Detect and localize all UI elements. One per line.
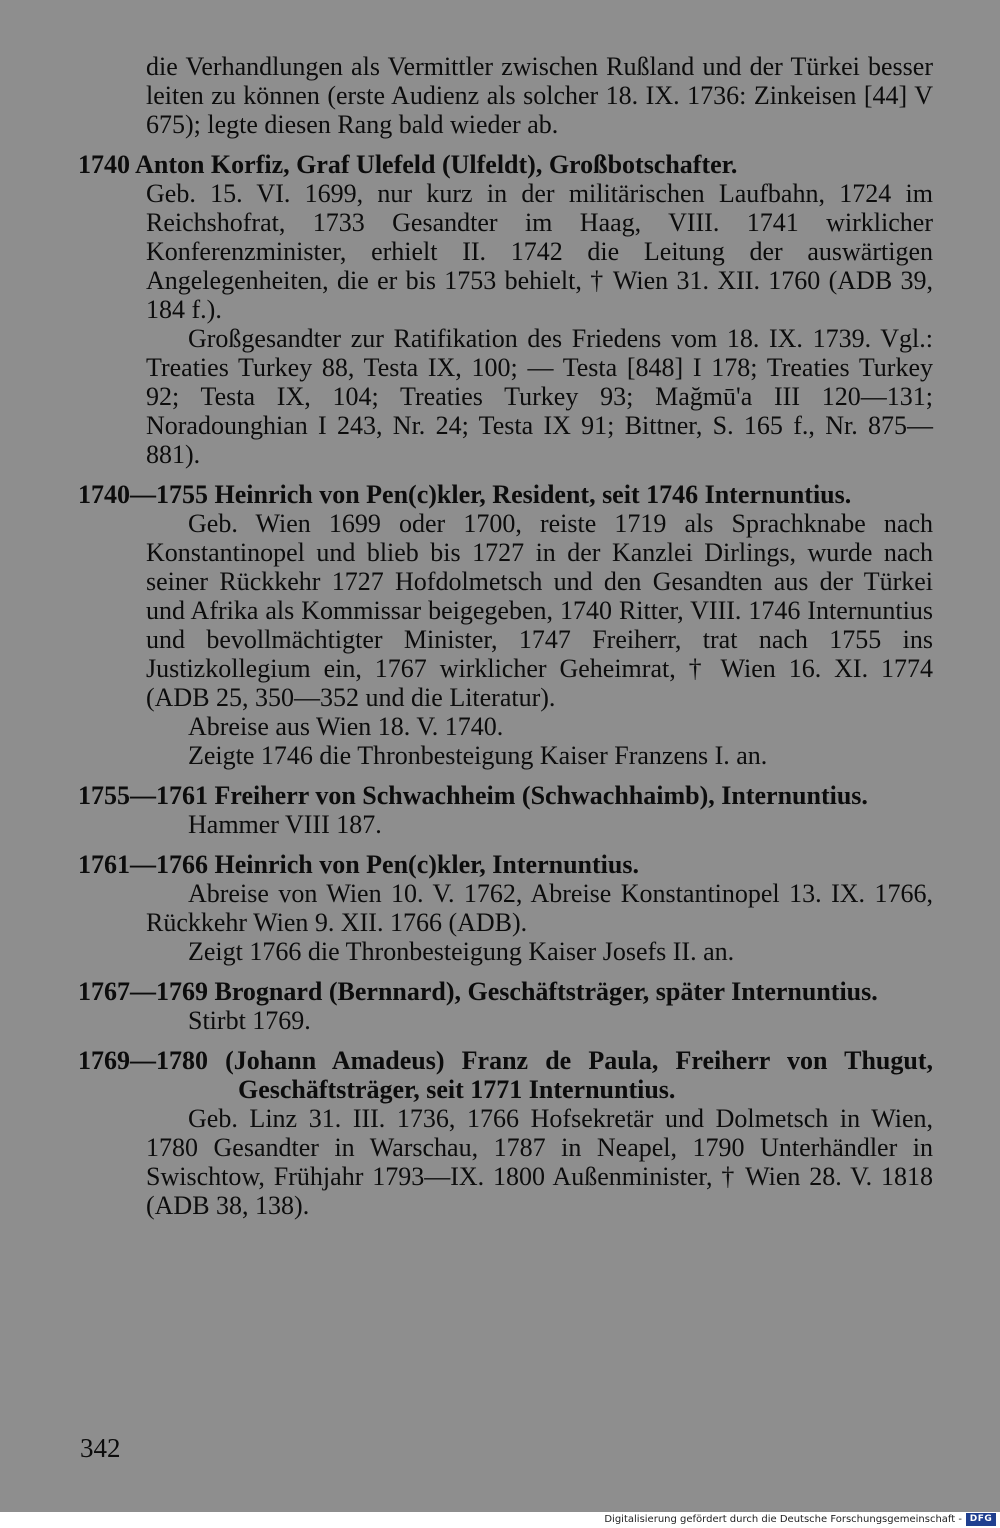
entry-years: 1740 (78, 150, 130, 179)
entry-paragraph: Stirbt 1769. (188, 1006, 311, 1035)
entry-paragraph: Hammer VIII 187. (188, 810, 382, 839)
entry-paragraph: Großgesandter zur Ratifikation des Friedens vom 18. IX. 1739. Vgl.: Treaties Turkey 88, Testa IX, 100; — Testa [848] I 178; Treaties Turkey 92; Testa IX, 104; Treaties Turkey 93; Mağmū'a III 120—131; Noradounghian I 243, Nr. 24; Testa IX 91; Bittner, S. 165 f., Nr. 875—881). (146, 324, 933, 469)
digitization-footer (0, 1512, 1000, 1528)
entry-heading (78, 1046, 933, 1104)
entry-title: Heinrich von Pen(c)kler, Internuntius. (214, 850, 639, 879)
entry-heading (78, 977, 933, 1006)
entry-title: Anton Korfiz, Graf Ulefeld (Ulfeldt), Großbotschafter. (135, 150, 738, 179)
entry-1740-1755 (78, 480, 933, 770)
entry-1761-1766 (78, 850, 933, 966)
entry-paragraph: Geb. Linz 31. III. 1736, 1766 Hofsekretär und Dolmetsch in Wien, 1780 Gesandter in Warschau, 1787 in Neapel, 1790 Unterhändler in Swischtow, Frühjahr 1793—IX. 1800 Außenminister, † Wien 28. V. 1818 (ADB 38, 138). (146, 1104, 933, 1220)
entry-title: (Johann Amadeus) Franz de Paula, Freiherr von Thugut, Geschäftsträger, seit 1771 Internuntius. (225, 1046, 934, 1104)
entry-1767-1769 (78, 977, 933, 1035)
entry-1740 (78, 150, 933, 469)
entry-years: 1740—1755 (78, 480, 208, 509)
entry-1755-1761 (78, 781, 933, 839)
entry-years: 1769—1780 (78, 1046, 208, 1075)
entry-paragraph: Abreise von Wien 10. V. 1762, Abreise Konstantinopel 13. IX. 1766, Rückkehr Wien 9. XII. 1766 (ADB). (146, 879, 933, 937)
entry-title: Brognard (Bernnard), Geschäftsträger, später Internuntius. (214, 977, 878, 1006)
entry-title: Heinrich von Pen(c)kler, Resident, seit 1746 Internuntius. (214, 480, 852, 509)
entry-1769-1780 (78, 1046, 933, 1220)
entry-years: 1767—1769 (78, 977, 208, 1006)
entry-paragraph: Geb. Wien 1699 oder 1700, reiste 1719 als Sprachknabe nach Konstantinopel und blieb bis 1727 in der Kanzlei Dirlings, wurde nach seiner Rückkehr 1727 Hofdolmetsch und den Gesandten aus der Türkei und Afrika als Kommissar beigegeben, 1740 Ritter, VIII. 1746 Internuntius und bevollmächtigter Minister, 1747 Freiherr, trat nach 1755 ins Justizkollegium ein, 1767 wirklicher Geheimrat, † Wien 16. XI. 1774 (ADB 25, 350—352 und die Literatur). (146, 509, 933, 712)
intro-paragraph: die Verhandlungen als Vermittler zwischen Rußland und der Türkei besser leiten zu können (erste Audienz als solcher 18. IX. 1736: Zinkeisen [44] V 675); legte diesen Rang bald wieder ab. (146, 52, 933, 139)
entry-years: 1761—1766 (78, 850, 208, 879)
page-body (78, 52, 933, 1220)
entry-heading (78, 150, 933, 179)
entry-title: Freiherr von Schwachheim (Schwachhaimb), Internuntius. (214, 781, 868, 810)
entry-paragraph: Zeigt 1766 die Thronbesteigung Kaiser Josefs II. an. (188, 937, 735, 966)
page-number: 342 (80, 1433, 121, 1463)
funding-notice: Digitalisierung gefördert durch die Deutsche Forschungsgemeinschaft - (604, 1514, 962, 1525)
entry-heading (78, 850, 933, 879)
entry-heading (78, 781, 933, 810)
entry-paragraph: Geb. 15. VI. 1699, nur kurz in der militärischen Laufbahn, 1724 im Reichshofrat, 1733 Gesandter im Haag, VIII. 1741 wirklicher Konferenzminister, erhielt II. 1742 die Leitung der auswärtigen Angelegenheiten, die er bis 1753 behielt, † Wien 31. XII. 1760 (ADB 39, 184 f.). (146, 179, 933, 324)
dfg-logo: DFG (966, 1513, 996, 1526)
entry-paragraph: Zeigte 1746 die Thronbesteigung Kaiser Franzens I. an. (188, 741, 768, 770)
entry-years: 1755—1761 (78, 781, 208, 810)
entry-paragraph: Abreise aus Wien 18. V. 1740. (188, 712, 504, 741)
entry-heading (78, 480, 933, 509)
